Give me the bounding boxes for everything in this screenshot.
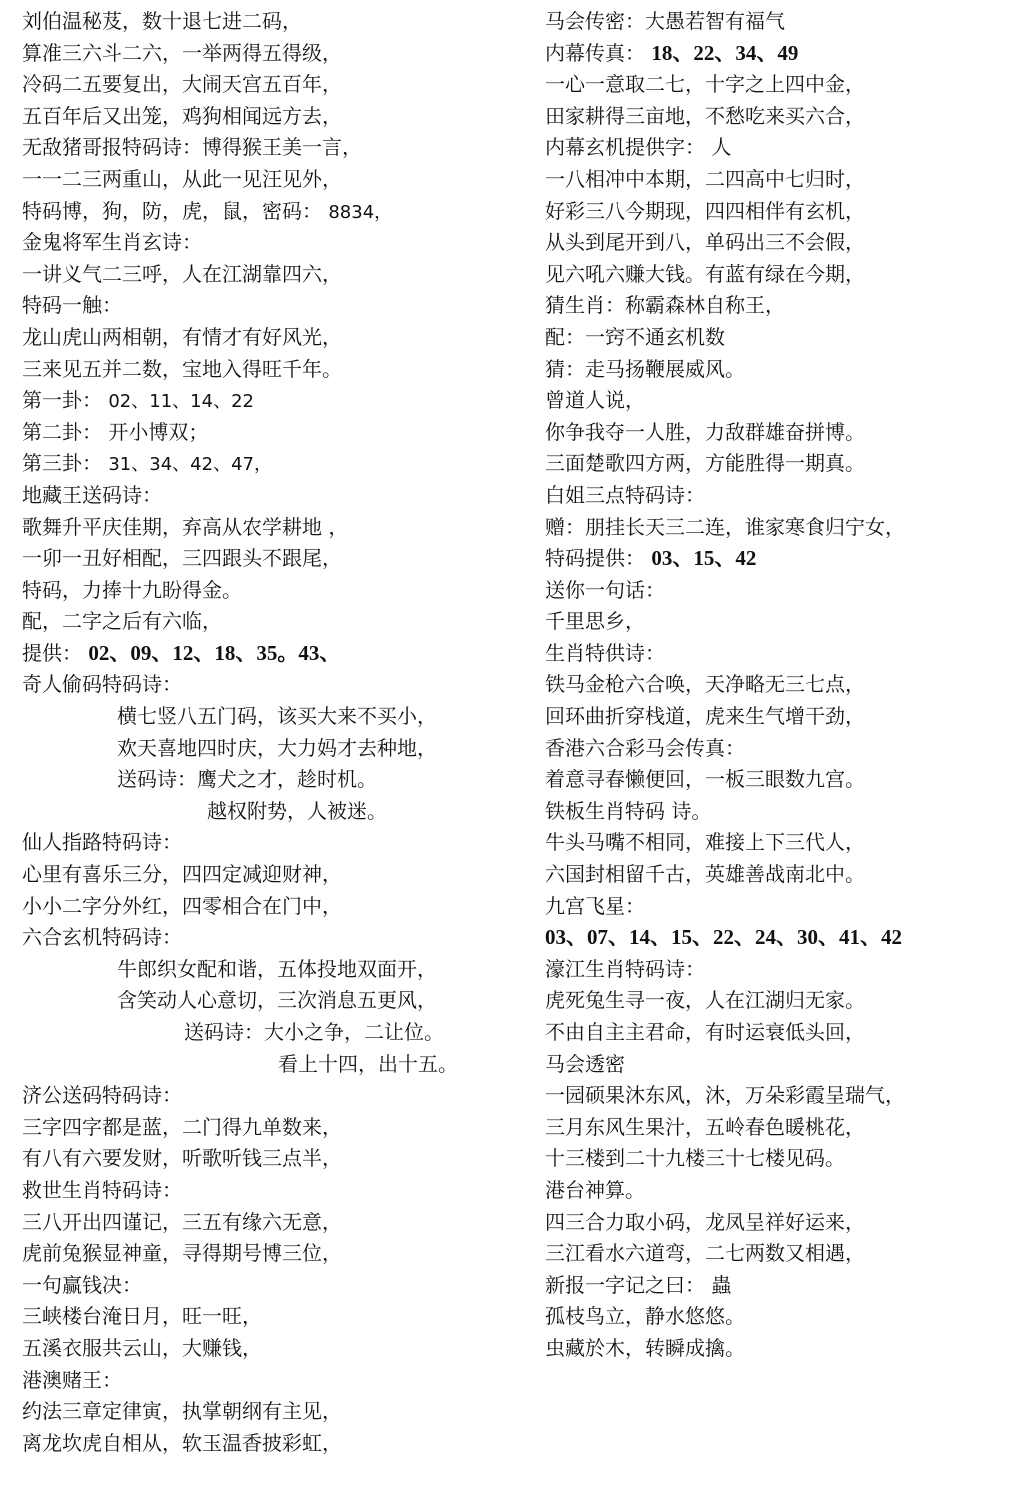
text-line [22,196,502,228]
text-line: 含笑动人心意切，三次消息五更风， [117,988,437,1013]
text-line: 一园硕果沐东风，沐，万朵彩霞呈瑞气， [545,1083,905,1108]
text-line [545,38,995,70]
text-line [22,638,502,670]
text-line: 欢天喜地四时庆，大力妈才去种地， [117,735,437,760]
text-line: 猜：走马扬鞭展威风。 [545,356,745,381]
text-line: 三字四字都是蓝，二门得九单数来， [22,1114,342,1139]
line-text: 提供： [22,640,82,665]
text-line: 着意寻春懒便回，一板三眼数九宫。 [545,767,865,792]
text-line: 特码一触： [22,293,122,318]
text-line: 越权附势，人被迷。 [207,798,387,823]
text-line: 冷码二五要复出，大闹天宫五百年， [22,72,342,97]
text-line: 龙山虎山两相朝，有情才有好风光， [22,324,342,349]
code-number: 8834， [328,201,393,223]
text-line: 约法三章定律寅，执掌朝纲有主见， [22,1399,342,1424]
text-line: 从头到尾开到八，单码出三不会假， [545,230,865,255]
text-line: 地藏王送码诗： [22,482,162,507]
text-line: 见六吼六赚大钱。有蓝有绿在今期， [545,261,865,286]
text-line: 刘伯温秘芨，数十退七进二码， [22,9,302,33]
text-line: 配：一窍不通玄机数 [545,324,725,349]
text-line: 牛郎织女配和谐，五体投地双面开， [117,956,437,981]
text-line: 送你一句话： [545,577,665,602]
text-line: 一八相冲中本期，二四高中七归时， [545,166,865,191]
text-line: 三江看水六道弯，二七两数又相遇， [545,1241,865,1266]
text-line: 港澳赌王： [22,1367,122,1392]
text-line: 马会透密 [545,1051,625,1076]
text-line: 千里思乡， [545,609,645,634]
text-line: 孤枝鸟立，静水悠悠。 [545,1304,745,1329]
line-text: 第三卦： [22,451,102,476]
left-column [22,6,502,1459]
text-line: 曾道人说， [545,388,645,413]
text-line: 仙人指路特码诗： [22,830,182,855]
text-line: 你争我夺一人胜，力敌群雄奋拼博。 [545,419,865,444]
text-line [545,922,995,954]
text-line: 不由自主主君命，有时运衰低头回， [545,1020,865,1044]
text-line: 看上十四，出十五。 [278,1051,458,1076]
text-line: 三峡楼台淹日月，旺一旺， [22,1304,262,1329]
text-line: 送码诗：鹰犬之才，趁时机。 [117,767,377,792]
text-line: 五百年后又出笼，鸡狗相闻远方去， [22,103,342,128]
text-line: 铁马金枪六合唤，天净略无三七点， [545,672,865,697]
text-line: 特码，力捧十九盼得金。 [22,577,242,602]
text-line: 濠江生肖特码诗： [545,956,705,981]
gua-numbers: 31、34、42、47， [108,454,272,476]
gua-numbers: 02、11、14、22 [108,391,254,413]
text-line: 牛头马嘴不相同，难接上下三代人， [545,830,865,855]
text-line: 内幕玄机提供字： 人 [545,135,732,160]
text-line: 新报一字记之曰： 蟲 [545,1272,732,1297]
right-column [545,6,995,1365]
text-line: 虫藏於木，转瞬成擒。 [545,1335,745,1360]
text-line: 白姐三点特码诗： [545,482,705,507]
text-line: 三月东风生果汁，五岭春色暖桃花， [545,1114,865,1139]
line-text: 特码提供： [545,546,645,571]
text-line: 九宫飞星： [545,893,645,918]
text-line: 好彩三八今期现，四四相伴有玄机， [545,198,865,223]
text-line: 济公送码特码诗： [22,1083,182,1108]
text-line: 赠：朋挂长天三二连，谁家寒食归宁女， [545,514,905,539]
text-line: 一讲义气二三呼，人在江湖靠四六， [22,261,342,286]
nine-palace-numbers: 03、07、14、15、22、24、30、41、42 [545,925,902,950]
text-line: 一句赢钱决： [22,1272,142,1297]
text-line [545,543,995,575]
line-text: 第一卦： [22,388,102,413]
text-line: 田家耕得三亩地，不愁吃来买六合， [545,103,865,128]
text-line: 生肖特供诗： [545,640,665,665]
line-text: 特码博，狗，防，虎，鼠，密码： [22,198,322,223]
text-line [22,385,502,417]
text-line: 横七竖八五门码，该买大来不买小， [117,704,437,729]
text-line: 港台神算。 [545,1177,645,1202]
text-line: 歌舞升平庆佳期，弃高从农学耕地 ， [22,514,349,539]
text-line: 救世生肖特码诗： [22,1177,182,1202]
text-line: 回环曲折穿栈道，虎来生气增干劲， [545,704,865,729]
text-line: 小小二字分外红，四零相合在门中， [22,893,342,918]
text-line: 四三合力取小码，龙凤呈祥好运来， [545,1209,865,1234]
text-line: 金鬼将军生肖玄诗： [22,230,202,255]
text-line: 算准三六斗二六，一举两得五得级， [22,40,342,65]
text-line: 有八有六要发财，听歌听钱三点半， [22,1146,342,1171]
text-line: 无敌猪哥报特码诗：博得猴王美一言， [22,135,362,160]
text-line: 马会传密：大愚若智有福气 [545,9,785,33]
text-line: 铁板生肖特码 诗。 [545,798,712,823]
text-line: 一一二三两重山，从此一见汪见外， [22,166,342,191]
text-line: 奇人偷码特码诗： [22,672,182,697]
text-line: 三面楚歌四方两，方能胜得一期真。 [545,451,865,476]
text-line: 六国封相留千古，英雄善战南北中。 [545,862,865,887]
text-line: 五溪衣服共云山，大赚钱， [22,1335,262,1360]
text-line [22,448,502,480]
provided-numbers: 02、09、12、18、35。43、 [88,640,341,665]
text-line: 一心一意取二七，十字之上四中金， [545,72,865,97]
text-line: 送码诗：大小之争，二让位。 [184,1020,444,1044]
insider-numbers: 18、22、34、49 [651,40,799,65]
text-line: 三八开出四谨记，三五有缘六无意， [22,1209,342,1234]
text-line: 三来见五并二数，宝地入得旺千年。 [22,356,342,381]
line-text: 内幕传真： [545,40,645,65]
text-line: 一卯一丑好相配，三四跟头不跟尾， [22,546,342,571]
text-line: 虎死兔生寻一夜，人在江湖归无家。 [545,988,865,1013]
text-line: 六合玄机特码诗： [22,925,182,950]
text-line: 猜生肖：称霸森林自称王， [545,293,785,318]
text-line: 香港六合彩马会传真： [545,735,745,760]
special-numbers: 03、15、42 [651,546,757,571]
text-line: 离龙坎虎自相从，软玉温香披彩虹， [22,1430,342,1455]
text-line: 十三楼到二十九楼三十七楼见码。 [545,1146,845,1171]
text-line: 配，二字之后有六临， [22,609,222,634]
text-line: 虎前兔猴显神童，寻得期号博三位， [22,1241,342,1266]
text-line: 心里有喜乐三分，四四定减迎财神， [22,862,342,887]
text-line: 第二卦： 开小博双； [22,419,209,444]
